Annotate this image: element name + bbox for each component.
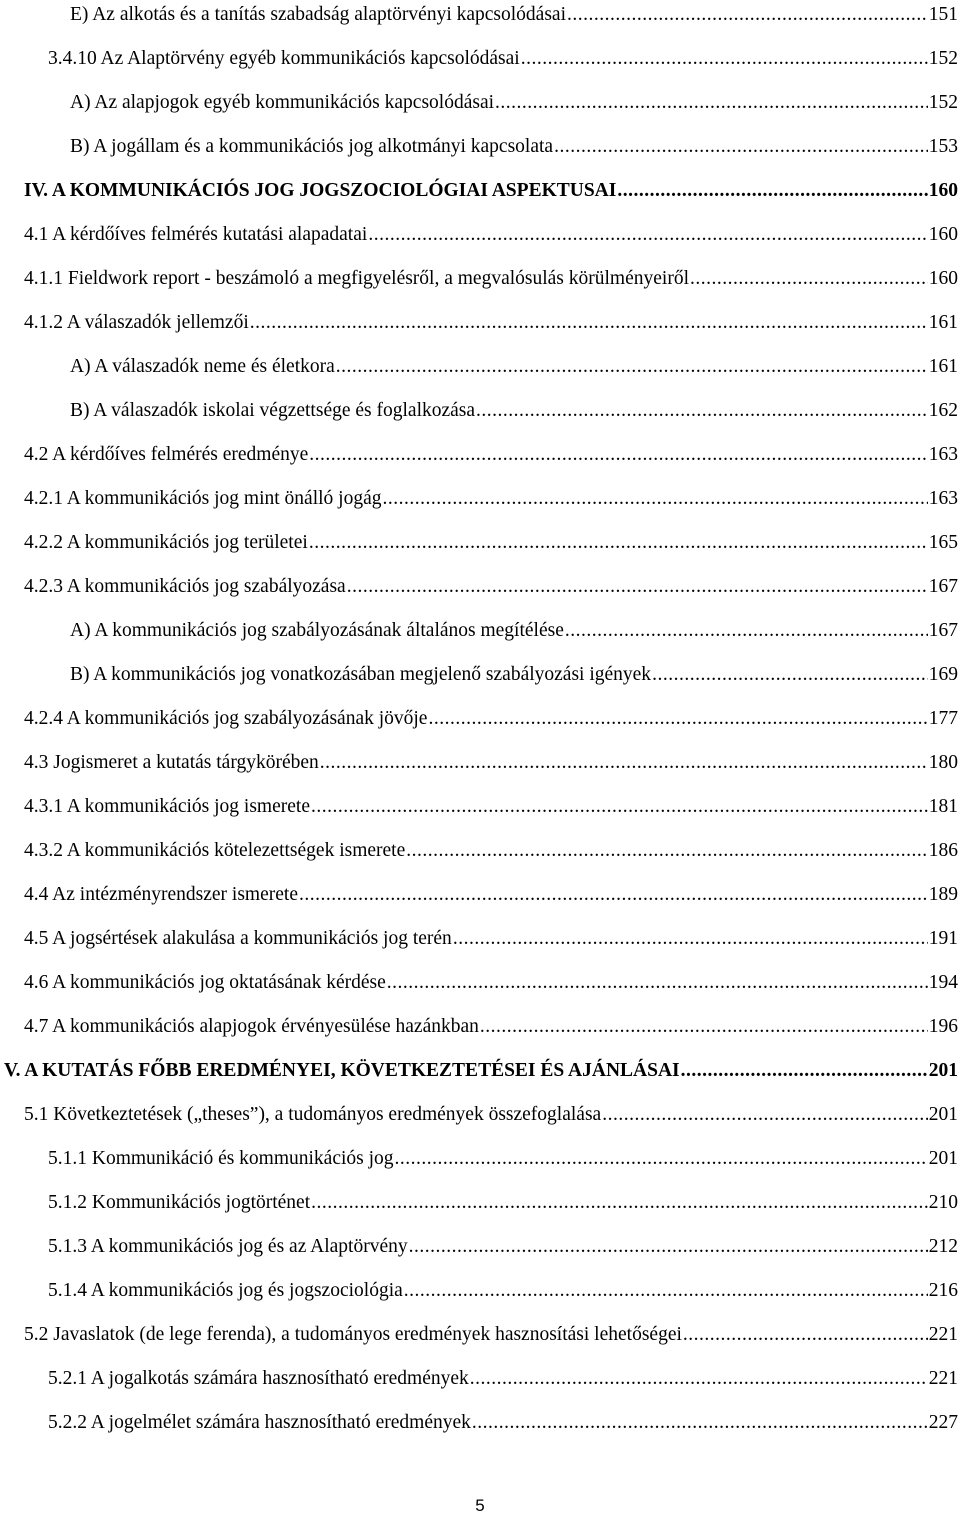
- toc-entry[interactable]: [70, 0, 958, 30]
- dot-leader: [602, 1100, 928, 1130]
- dot-leader: [480, 1012, 928, 1042]
- toc-entry-page-number: 161: [928, 356, 958, 377]
- toc-entry-page-number: 165: [928, 532, 958, 553]
- toc-entry[interactable]: [24, 176, 958, 206]
- dot-leader: [311, 1188, 928, 1218]
- toc-entry-title: 5.1.2 Kommunikációs jogtörténet: [48, 1192, 311, 1213]
- toc-entry[interactable]: [70, 132, 958, 162]
- toc-entry-page-number: 167: [928, 576, 958, 597]
- dot-leader: [347, 572, 928, 602]
- toc-entry-page-number: 201: [928, 1148, 958, 1169]
- toc-entry-title: 4.6 A kommunikációs jog oktatásának kérdése: [24, 972, 386, 993]
- dot-leader: [250, 308, 928, 338]
- toc-entry-title: 4.2.4 A kommunikációs jog szabályozásának jövője: [24, 708, 428, 729]
- toc-entry-page-number: 151: [928, 4, 958, 25]
- toc-entry-title: IV. A KOMMUNIKÁCIÓS JOG JOGSZOCIOLÓGIAI ASPEKTUSAI: [24, 180, 617, 201]
- dot-leader: [567, 0, 928, 30]
- toc-entry[interactable]: [24, 880, 958, 910]
- toc-entry[interactable]: [24, 704, 958, 734]
- toc-entry[interactable]: [24, 1320, 958, 1350]
- toc-entry-title: 4.1 A kérdőíves felmérés kutatási alapadatai: [24, 224, 368, 245]
- dot-leader: [299, 880, 928, 910]
- toc-entry-title: 5.2 Javaslatok (de lege ferenda), a tudományos eredmények hasznosítási lehetőségei: [24, 1324, 682, 1345]
- toc-entry-page-number: 212: [928, 1236, 958, 1257]
- toc-entry-page-number: 221: [928, 1368, 958, 1389]
- dot-leader: [476, 396, 928, 426]
- toc-entry[interactable]: [70, 396, 958, 426]
- toc-entry-title: 5.1.1 Kommunikáció és kommunikációs jog: [48, 1148, 394, 1169]
- dot-leader: [683, 1320, 928, 1350]
- toc-entry-title: V. A KUTATÁS FŐBB EREDMÉNYEI, KÖVETKEZTETÉSEI ÉS AJÁNLÁSAI: [4, 1060, 680, 1081]
- toc-entry[interactable]: [24, 484, 958, 514]
- dot-leader: [409, 1232, 928, 1262]
- toc-entry-page-number: 201: [928, 1104, 958, 1125]
- toc-entry[interactable]: [70, 88, 958, 118]
- toc-entry-page-number: 169: [928, 664, 958, 685]
- dot-leader: [565, 616, 928, 646]
- toc-entry-title: 3.4.10 Az Alaptörvény egyéb kommunikációs kapcsolódásai: [48, 48, 520, 69]
- toc-entry-page-number: 162: [928, 400, 958, 421]
- toc-entry-title: 4.5 A jogsértések alakulása a kommunikációs jog terén: [24, 928, 452, 949]
- toc-entry[interactable]: [24, 1012, 958, 1042]
- toc-entry-page-number: 167: [928, 620, 958, 641]
- toc-entry[interactable]: [48, 1364, 958, 1394]
- dot-leader: [368, 220, 927, 250]
- toc-entry[interactable]: [24, 440, 958, 470]
- toc-entry-page-number: 163: [928, 444, 958, 465]
- toc-entry-title: 4.7 A kommunikációs alapjogok érvényesülése hazánkban: [24, 1016, 479, 1037]
- toc-entry-page-number: 227: [928, 1412, 958, 1433]
- toc-entry[interactable]: [48, 1144, 958, 1174]
- toc-entry-page-number: 160: [928, 224, 958, 245]
- toc-entry[interactable]: [48, 1232, 958, 1262]
- toc-entry[interactable]: [24, 308, 958, 338]
- dot-leader: [521, 44, 928, 74]
- toc-entry-page-number: 180: [928, 752, 958, 773]
- toc-entry-title: 5.2.1 A jogalkotás számára hasznosítható eredmények: [48, 1368, 469, 1389]
- toc-entry-page-number: 152: [928, 92, 958, 113]
- toc-entry-page-number: 177: [928, 708, 958, 729]
- toc-entry[interactable]: [24, 748, 958, 778]
- toc-entry-page-number: 194: [928, 972, 958, 993]
- toc-entry[interactable]: [70, 352, 958, 382]
- dot-leader: [309, 440, 927, 470]
- toc-entry-title: A) A válaszadók neme és életkora: [70, 356, 335, 377]
- toc-entry-page-number: 181: [928, 796, 958, 817]
- toc-entry[interactable]: [48, 1188, 958, 1218]
- toc-entry-page-number: 186: [928, 840, 958, 861]
- toc-entry-page-number: 153: [928, 136, 958, 157]
- toc-entry[interactable]: [24, 264, 958, 294]
- toc-entry-page-number: 216: [928, 1280, 958, 1301]
- toc-entry-title: 4.4 Az intézményrendszer ismerete: [24, 884, 298, 905]
- dot-leader: [387, 968, 928, 998]
- toc-entry-page-number: 221: [928, 1324, 958, 1345]
- dot-leader: [453, 924, 928, 954]
- toc-entry-page-number: 152: [928, 48, 958, 69]
- dot-leader: [320, 748, 928, 778]
- toc-entry-page-number: 201: [928, 1060, 958, 1081]
- toc-entry-page-number: 163: [928, 488, 958, 509]
- dot-leader: [428, 704, 927, 734]
- toc-entry-page-number: 160: [928, 268, 958, 289]
- toc-entry[interactable]: [70, 660, 958, 690]
- dot-leader: [395, 1144, 928, 1174]
- toc-entry-title: 5.1.3 A kommunikációs jog és az Alaptörvény: [48, 1236, 408, 1257]
- dot-leader: [652, 660, 928, 690]
- dot-leader: [406, 836, 928, 866]
- toc-entry[interactable]: [48, 1276, 958, 1306]
- toc-entry-title: 4.3 Jogismeret a kutatás tárgykörében: [24, 752, 319, 773]
- toc-entry-title: 4.3.2 A kommunikációs kötelezettségek ismerete: [24, 840, 406, 861]
- dot-leader: [472, 1408, 928, 1438]
- toc-entry-title: 4.2 A kérdőíves felmérés eredménye: [24, 444, 309, 465]
- toc-entry-title: 4.1.2 A válaszadók jellemzői: [24, 312, 249, 333]
- toc-entry-page-number: 191: [928, 928, 958, 949]
- dot-leader: [404, 1276, 928, 1306]
- toc-entry-page-number: 196: [928, 1016, 958, 1037]
- toc-entry[interactable]: [24, 220, 958, 250]
- toc-entry-title: 4.3.1 A kommunikációs jog ismerete: [24, 796, 310, 817]
- dot-leader: [554, 132, 928, 162]
- dot-leader: [617, 176, 927, 206]
- toc-entry-title: 4.2.1 A kommunikációs jog mint önálló jogág: [24, 488, 382, 509]
- toc-entry-title: 4.1.1 Fieldwork report - beszámoló a megfigyelésről, a megvalósulás körülményeiről: [24, 268, 689, 289]
- toc-entry-title: 4.2.3 A kommunikációs jog szabályozása: [24, 576, 346, 597]
- toc-entry-title: A) Az alapjogok egyéb kommunikációs kapcsolódásai: [70, 92, 495, 113]
- toc-entry-title: A) A kommunikációs jog szabályozásának általános megítélése: [70, 620, 564, 641]
- dot-leader: [336, 352, 928, 382]
- toc-entry[interactable]: [48, 44, 958, 74]
- toc-entry-title: 5.1.4 A kommunikációs jog és jogszociológia: [48, 1280, 403, 1301]
- toc-entry[interactable]: [24, 792, 958, 822]
- toc-entry-page-number: 160: [928, 180, 958, 201]
- dot-leader: [690, 264, 928, 294]
- page-number: 5: [475, 1496, 485, 1515]
- dot-leader: [382, 484, 927, 514]
- toc-entry[interactable]: [4, 1056, 958, 1086]
- dot-leader: [311, 792, 928, 822]
- dot-leader: [495, 88, 928, 118]
- toc-entry[interactable]: [24, 528, 958, 558]
- toc-entry[interactable]: [24, 572, 958, 602]
- toc-entry[interactable]: [24, 924, 958, 954]
- dot-leader: [681, 1056, 928, 1086]
- toc-entry-title: 5.2.2 A jogelmélet számára hasznosítható eredmények: [48, 1412, 471, 1433]
- toc-entry-title: B) A válaszadók iskolai végzettsége és foglalkozása: [70, 400, 476, 421]
- toc-entry-title: B) A kommunikációs jog vonatkozásában megjelenő szabályozási igények: [70, 664, 652, 685]
- toc-entry-page-number: 210: [928, 1192, 958, 1213]
- toc-entry[interactable]: [24, 836, 958, 866]
- toc-entry-page-number: 161: [928, 312, 958, 333]
- toc-entry-page-number: 189: [928, 884, 958, 905]
- toc-entry[interactable]: [48, 1408, 958, 1438]
- toc-entry[interactable]: [24, 968, 958, 998]
- toc-entry[interactable]: [70, 616, 958, 646]
- dot-leader: [309, 528, 928, 558]
- toc-entry[interactable]: [24, 1100, 958, 1130]
- dot-leader: [470, 1364, 928, 1394]
- toc-entry-title: B) A jogállam és a kommunikációs jog alkotmányi kapcsolata: [70, 136, 554, 157]
- toc-entry-title: E) Az alkotás és a tanítás szabadság alaptörvényi kapcsolódásai: [70, 4, 566, 25]
- toc-entry-title: 5.1 Következtetések („theses”), a tudományos eredmények összefoglalása: [24, 1104, 602, 1125]
- toc-entry-title: 4.2.2 A kommunikációs jog területei: [24, 532, 308, 553]
